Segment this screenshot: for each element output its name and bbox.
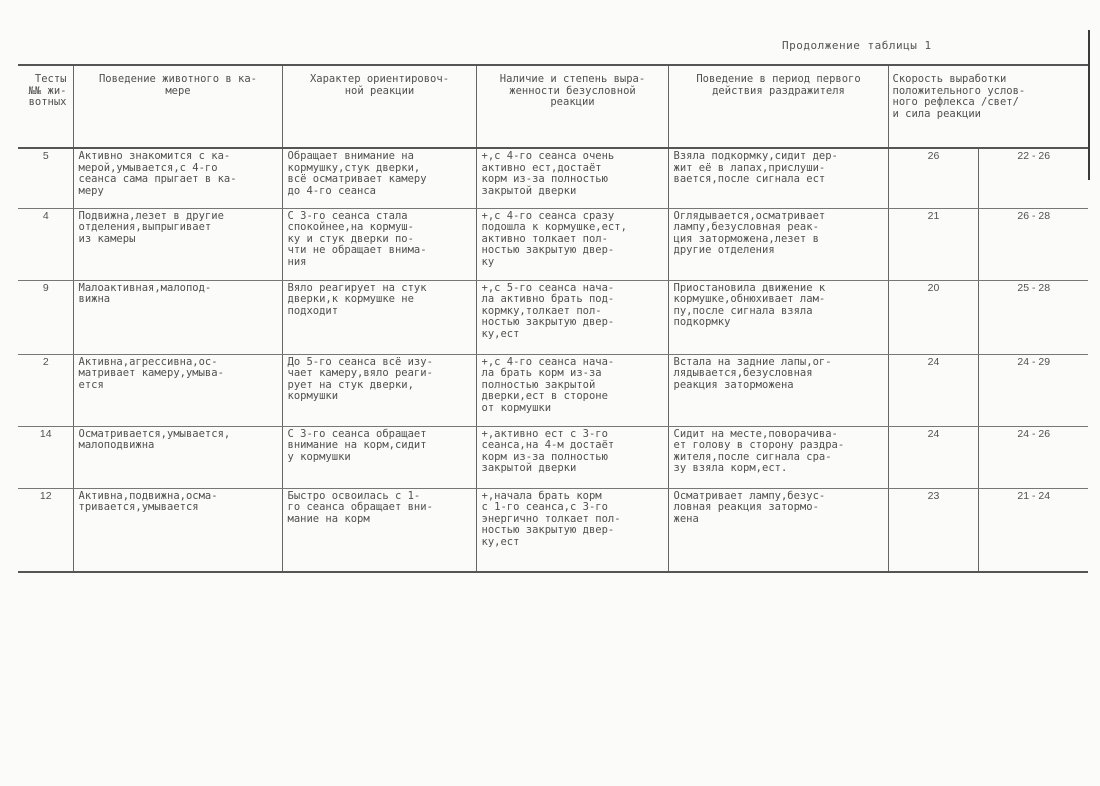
cell-behavior: Активна,агрессивна,ос- матривает камеру,умыва- ется xyxy=(73,354,282,426)
table-header-row xyxy=(18,65,1088,148)
cell-reaction-strength: 22 - 26 xyxy=(978,148,1088,208)
cell-animal-id: 12 xyxy=(18,488,73,572)
cell-reflex-speed: 26 xyxy=(888,148,978,208)
cell-behavior: Активно знакомится с ка- мерой,умывается,с 4-го сеанса сама прыгает в ка- меру xyxy=(73,148,282,208)
cell-reflex-speed: 20 xyxy=(888,280,978,354)
cell-unconditioned: +,с 4-го сеанса сразу подошла к кормушке,ест, активно толкает пол- ностью закрытую двер- ку xyxy=(476,208,668,280)
cell-unconditioned: +,с 5-го сеанса нача- ла активно брать под- кормку,толкает пол- ностью закрытую двер- ку,ест xyxy=(476,280,668,354)
cell-unconditioned: +,с 4-го сеанса очень активно ест,достаёт корм из-за полностью закрытой дверки xyxy=(476,148,668,208)
cell-first-stimulus: Сидит на месте,поворачива- ет голову в сторону раздра- жителя,после сигнала сра- зу взяла корм,ест. xyxy=(668,426,888,488)
table-row xyxy=(18,354,1088,426)
cell-orientation: С 3-го сеанса стала спокойнее,на кормуш- ку и стук дверки по- чти не обращает внима- ния xyxy=(282,208,476,280)
cell-behavior: Малоактивная,малопод- вижна xyxy=(73,280,282,354)
table-row xyxy=(18,280,1088,354)
cell-unconditioned: +,активно ест с 3-го сеанса,на 4-м достаёт корм из-за полностью закрытой дверки xyxy=(476,426,668,488)
header-unconditioned: Наличие и степень выра- женности безусловной реакции xyxy=(476,65,668,148)
cell-first-stimulus: Приостановила движение к кормушке,обнюхивает лам- пу,после сигнала взяла подкормку xyxy=(668,280,888,354)
cell-reaction-strength: 25 - 28 xyxy=(978,280,1088,354)
cell-reaction-strength: 24 - 29 xyxy=(978,354,1088,426)
cell-reflex-speed: 24 xyxy=(888,426,978,488)
cell-orientation: Вяло реагирует на стук дверки,к кормушке не подходит xyxy=(282,280,476,354)
table-row xyxy=(18,488,1088,572)
cell-first-stimulus: Встала на задние лапы,ог- лядывается,безусловная реакция заторможена xyxy=(668,354,888,426)
page-edge-line xyxy=(1088,30,1090,180)
header-reflex-speed: Скорость выработки положительного услов- ного рефлекса /свет/ и сила реакции xyxy=(888,65,1088,148)
cell-unconditioned: +,начала брать корм с 1-го сеанса,с 3-го энергично толкает пол- ностью закрытую двер- ку,ест xyxy=(476,488,668,572)
cell-animal-id: 9 xyxy=(18,280,73,354)
table-row xyxy=(18,148,1088,208)
cell-behavior: Осматривается,умывается, малоподвижна xyxy=(73,426,282,488)
cell-orientation: Быстро освоилась с 1- го сеанса обращает вни- мание на корм xyxy=(282,488,476,572)
header-behavior: Поведение животного в ка- мере xyxy=(73,65,282,148)
cell-animal-id: 2 xyxy=(18,354,73,426)
cell-animal-id: 14 xyxy=(18,426,73,488)
cell-animal-id: 4 xyxy=(18,208,73,280)
cell-first-stimulus: Осматривает лампу,безус- ловная реакция затормо- жена xyxy=(668,488,888,572)
cell-first-stimulus: Взяла подкормку,сидит дер- жит её в лапах,прислуши- вается,после сигнала ест xyxy=(668,148,888,208)
cell-orientation: Обращает внимание на кормушку,стук дверки, всё осматривает камеру до 4-го сеанса xyxy=(282,148,476,208)
cell-reflex-speed: 23 xyxy=(888,488,978,572)
cell-behavior: Активна,подвижна,осма- тривается,умывается xyxy=(73,488,282,572)
cell-reflex-speed: 21 xyxy=(888,208,978,280)
header-animal-id: Тесты №№ жи- вотных xyxy=(18,65,73,148)
cell-unconditioned: +,с 4-го сеанса нача- ла брать корм из-за полностью закрытой дверки,ест в стороне от кормушки xyxy=(476,354,668,426)
cell-reaction-strength: 24 - 26 xyxy=(978,426,1088,488)
cell-orientation: С 3-го сеанса обращает внимание на корм,сидит у кормушки xyxy=(282,426,476,488)
cell-reaction-strength: 26 - 28 xyxy=(978,208,1088,280)
table-row xyxy=(18,426,1088,488)
table-continuation-title: Продолжение таблицы 1 xyxy=(782,39,932,52)
header-orientation: Характер ориентировоч- ной реакции xyxy=(282,65,476,148)
header-first-stimulus: Поведение в период первого действия раздражителя xyxy=(668,65,888,148)
experiment-table xyxy=(18,64,1088,573)
cell-animal-id: 5 xyxy=(18,148,73,208)
cell-behavior: Подвижна,лезет в другие отделения,выпрыгивает из камеры xyxy=(73,208,282,280)
table-row xyxy=(18,208,1088,280)
cell-reflex-speed: 24 xyxy=(888,354,978,426)
cell-orientation: До 5-го сеанса всё изу- чает камеру,вяло реаги- рует на стук дверки, кормушки xyxy=(282,354,476,426)
cell-reaction-strength: 21 - 24 xyxy=(978,488,1088,572)
cell-first-stimulus: Оглядывается,осматривает лампу,безусловная реак- ция заторможена,лезет в другие отделения xyxy=(668,208,888,280)
